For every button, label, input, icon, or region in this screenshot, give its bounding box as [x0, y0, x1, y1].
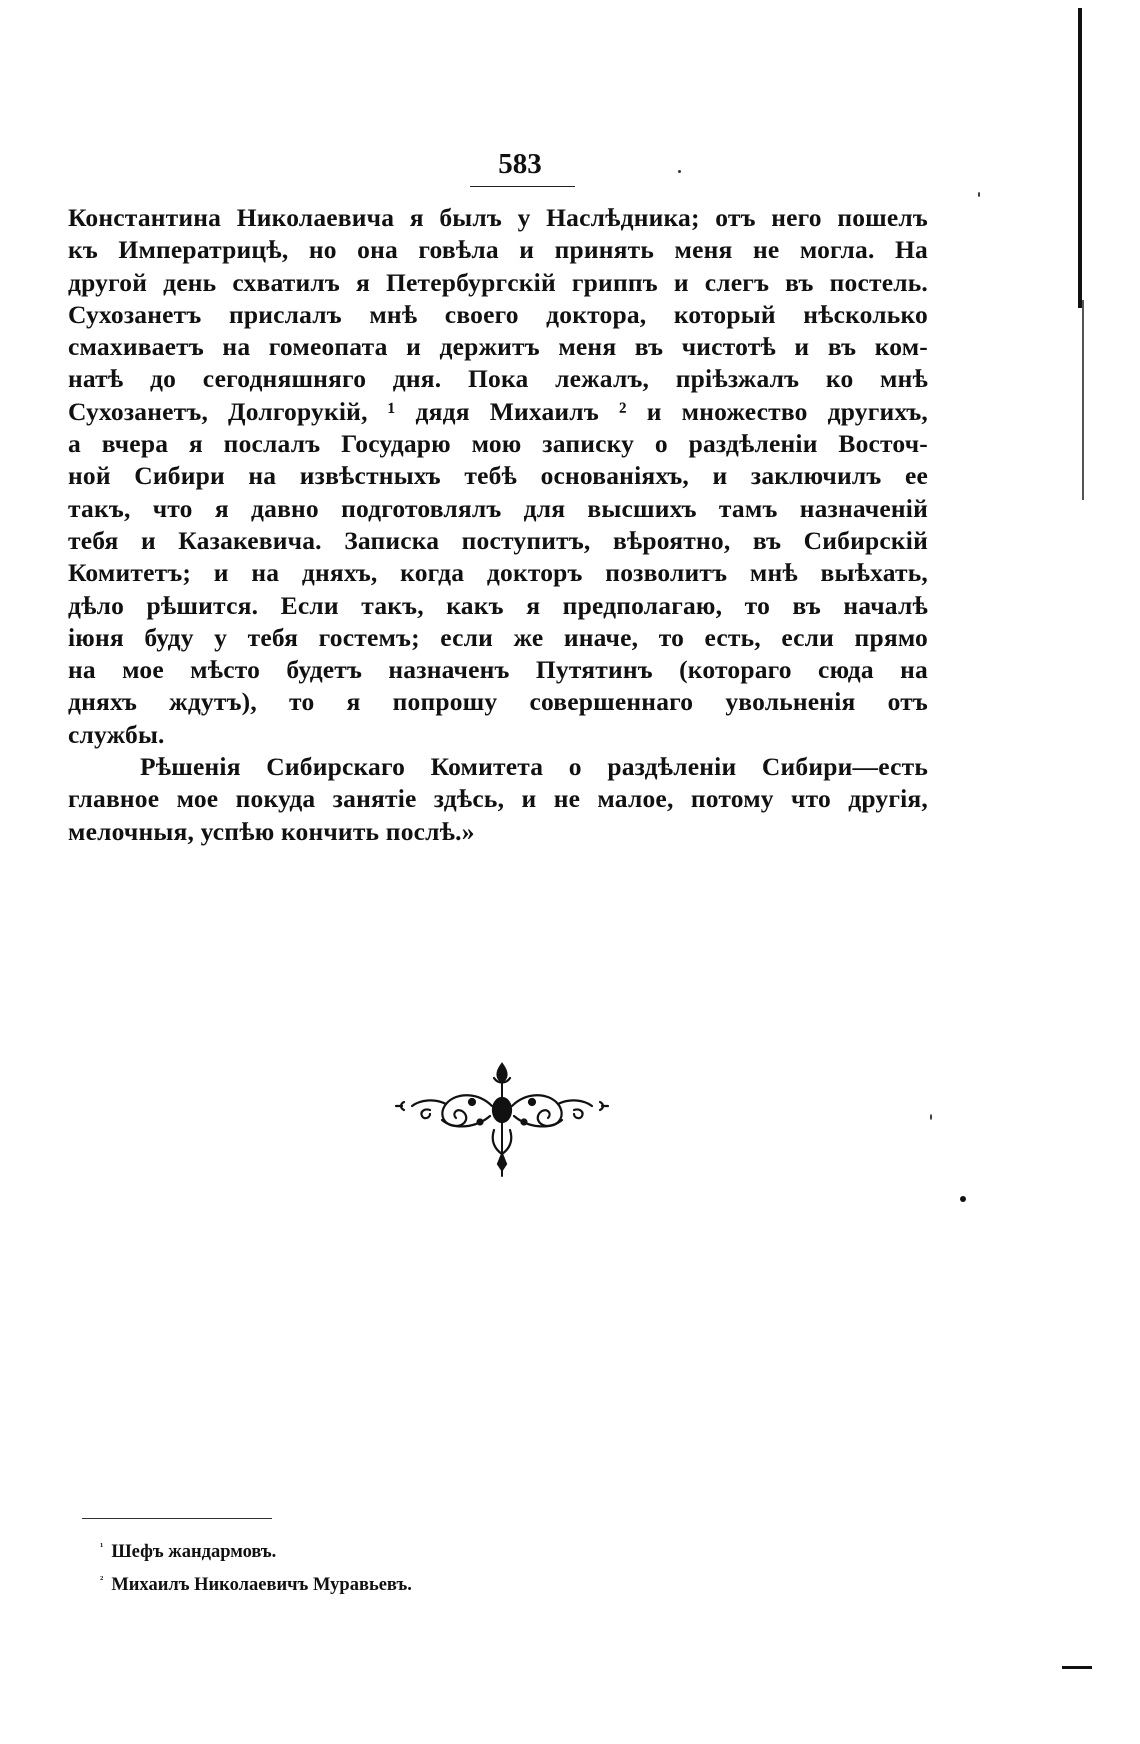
- footnote-text: Михаилъ Николаевичъ Муравьевъ.: [111, 1575, 412, 1596]
- paragraph-first-line: Рѣшенія Сибирскаго Комитета о раздѣленіи Сибири—есть: [140, 752, 928, 782]
- scan-edge-line: [1082, 300, 1084, 500]
- page-number-underline: [470, 186, 575, 187]
- scan-speck: [930, 1114, 932, 1120]
- scan-edge-line: [1078, 8, 1082, 308]
- page-number: 583: [498, 148, 542, 180]
- footnote: [100, 1566, 412, 1599]
- footnote-text: Шефъ жандармовъ.: [111, 1542, 277, 1563]
- text-line: Сухозанетъ прислалъ мнѣ своего доктора, который нѣсколько: [68, 299, 928, 329]
- text-line: главное мое покуда занятіе здѣсь, и не малое, потому что другія,: [68, 784, 928, 814]
- text-line: службы.: [68, 719, 165, 749]
- scan-edge-mark: [1062, 1666, 1092, 1669]
- text-line: тебя и Казакевича. Записка поступитъ, вѣроятно, въ Сибирскій: [68, 525, 928, 555]
- footnote: [100, 1533, 412, 1566]
- text-line: другой день схватилъ я Петербургскій гриппъ и слегъ въ постель.: [68, 267, 928, 297]
- ornament-vignette-icon: [390, 1058, 615, 1183]
- text-line: іюня буду у тебя гостемъ; если же иначе, то есть, если прямо: [68, 622, 928, 652]
- text-line: а вчера я послалъ Государю мою записку о раздѣленіи Восточ-: [68, 429, 928, 459]
- footnotes: [100, 1533, 412, 1599]
- scan-speck: [960, 1196, 966, 1202]
- text-line: Константина Николаевича я былъ у Наслѣдника; отъ него пошелъ: [68, 203, 928, 232]
- scan-speck: [678, 170, 681, 173]
- footnote-marker: ¹: [100, 1541, 104, 1553]
- text-line: мелочныя, успѣю кончить послѣ.»: [68, 816, 475, 846]
- text-line: дѣло рѣшится. Если такъ, какъ я предполагаю, то въ началѣ: [68, 590, 928, 620]
- text-line: Комитетъ; и на дняхъ, когда докторъ позволитъ мнѣ выѣхать,: [68, 558, 928, 588]
- text-line: къ Императрицѣ, но она говѣла и принять меня не могла. На: [68, 235, 928, 265]
- text-line: натѣ до сегодняшняго дня. Пока лежалъ, пріѣзжалъ ко мнѣ: [68, 364, 928, 394]
- letter-text: [68, 202, 928, 848]
- footnote-separator: [82, 1518, 272, 1519]
- text-line: на мое мѣсто будетъ назначенъ Путятинъ (котораго сюда на: [68, 655, 928, 685]
- text-line: Сухозанетъ, Долгорукій, ¹ дядя Михаилъ ² и множество другихъ,: [68, 396, 928, 426]
- text-line: дняхъ ждутъ), то я попрошу совершеннаго увольненія отъ: [68, 687, 928, 717]
- text-line: ной Сибири на извѣстныхъ тебѣ основаніяхъ, и заключилъ ее: [68, 461, 928, 491]
- text-line: такъ, что я давно подготовлялъ для высшихъ тамъ назначеній: [68, 493, 928, 523]
- text-line: смахиваетъ на гомеопата и держитъ меня въ чистотѣ и въ ком-: [68, 332, 928, 362]
- scan-speck: [978, 192, 980, 197]
- footnote-marker: ²: [100, 1574, 104, 1587]
